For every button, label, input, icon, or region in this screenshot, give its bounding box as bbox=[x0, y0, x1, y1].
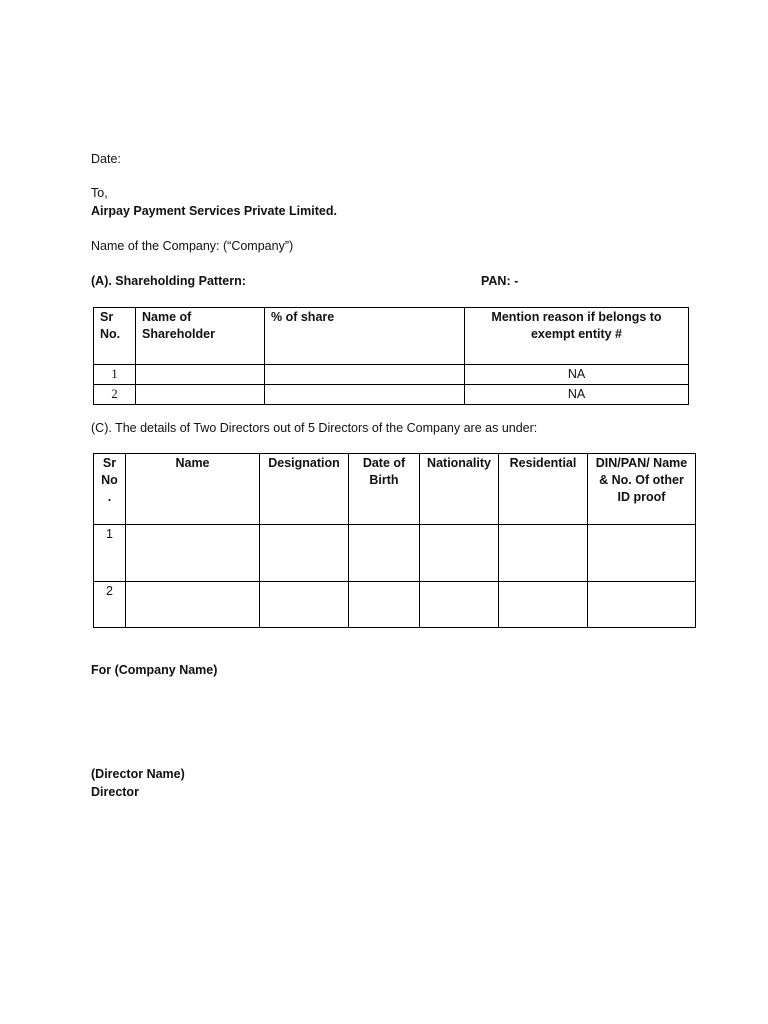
table-row bbox=[94, 582, 696, 628]
section-c-title: (C). The details of Two Directors out of 5 Directors of the Company are as under: bbox=[91, 421, 538, 435]
header-nationality: Nationality bbox=[420, 454, 499, 525]
designation-cell[interactable] bbox=[260, 582, 349, 628]
id-proof-cell[interactable] bbox=[588, 525, 696, 582]
nationality-cell[interactable] bbox=[420, 582, 499, 628]
addressee: Airpay Payment Services Private Limited. bbox=[91, 204, 337, 218]
header-residential: Residential bbox=[499, 454, 588, 525]
date-of-birth-cell[interactable] bbox=[349, 582, 420, 628]
for-company-label: For (Company Name) bbox=[91, 663, 218, 677]
sr-no-cell: 2 bbox=[94, 582, 126, 628]
residential-cell[interactable] bbox=[499, 525, 588, 582]
header-shareholder-name: Name of Shareholder bbox=[136, 308, 265, 365]
exempt-reason-cell: NA bbox=[465, 385, 689, 405]
header-name: Name bbox=[126, 454, 260, 525]
shareholder-name-cell[interactable] bbox=[136, 365, 265, 385]
header-exempt-reason: Mention reason if belongs to exempt entity # bbox=[465, 308, 689, 365]
table-row bbox=[94, 385, 689, 405]
residential-cell[interactable] bbox=[499, 582, 588, 628]
sr-no-cell: 1 bbox=[94, 365, 136, 385]
percent-share-cell[interactable] bbox=[265, 385, 465, 405]
sr-no-cell: 1 bbox=[94, 525, 126, 582]
shareholder-name-cell[interactable] bbox=[136, 385, 265, 405]
shareholding-table bbox=[93, 307, 689, 405]
director-name-cell[interactable] bbox=[126, 525, 260, 582]
director-name-cell[interactable] bbox=[126, 582, 260, 628]
date-of-birth-cell[interactable] bbox=[349, 525, 420, 582]
date-label: Date: bbox=[91, 152, 121, 166]
section-a-title: (A). Shareholding Pattern: bbox=[91, 274, 246, 288]
directors-table bbox=[93, 453, 696, 628]
table-row bbox=[94, 525, 696, 582]
to-label: To, bbox=[91, 186, 108, 200]
header-sr-no: Sr No . bbox=[94, 454, 126, 525]
header-percent-share: % of share bbox=[265, 308, 465, 365]
table-header-row bbox=[94, 454, 696, 525]
header-designation: Designation bbox=[260, 454, 349, 525]
header-sr-no: Sr No. bbox=[94, 308, 136, 365]
id-proof-cell[interactable] bbox=[588, 582, 696, 628]
designation-cell[interactable] bbox=[260, 525, 349, 582]
header-date-of-birth: Date of Birth bbox=[349, 454, 420, 525]
company-line: Name of the Company: (“Company”) bbox=[91, 239, 294, 253]
exempt-reason-cell: NA bbox=[465, 365, 689, 385]
pan-label: PAN: - bbox=[481, 274, 519, 288]
director-title-label: Director bbox=[91, 785, 139, 799]
percent-share-cell[interactable] bbox=[265, 365, 465, 385]
sr-no-cell: 2 bbox=[94, 385, 136, 405]
header-id-proof: DIN/PAN/ Name & No. Of other ID proof bbox=[588, 454, 696, 525]
nationality-cell[interactable] bbox=[420, 525, 499, 582]
director-name-label: (Director Name) bbox=[91, 767, 185, 781]
table-row bbox=[94, 365, 689, 385]
table-header-row bbox=[94, 308, 689, 365]
